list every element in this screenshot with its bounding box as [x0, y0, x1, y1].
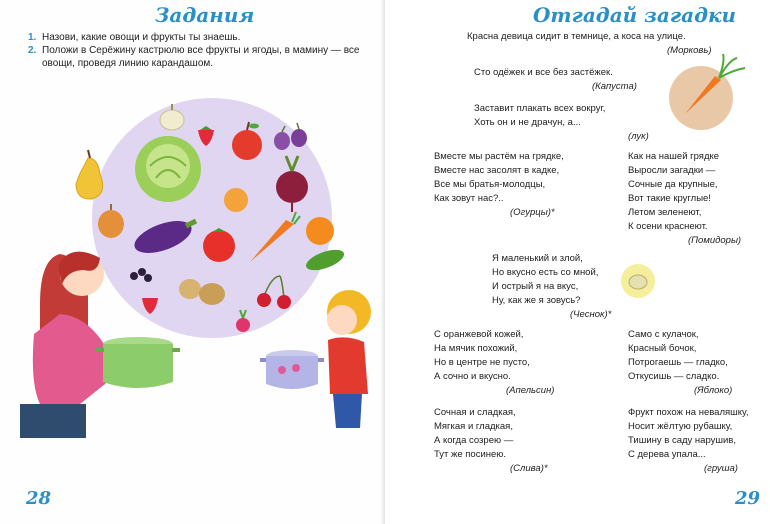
riddle-line: И острый я на вкус,	[492, 281, 579, 292]
riddle-line: Тут же посинею.	[434, 449, 507, 460]
riddle-tomatoes	[628, 150, 741, 248]
riddle-line: Я маленький и злой,	[492, 253, 583, 264]
boy-figure	[327, 290, 371, 428]
riddle-answer: (Огурцы)*	[510, 207, 555, 218]
garlic-picture	[621, 264, 655, 298]
riddle-line: Красный бочок,	[628, 343, 697, 354]
riddle-line: Красна девица сидит в темнице, а коса на улице.	[467, 31, 686, 42]
riddle-answer: (груша)	[704, 463, 738, 474]
riddle-line: Вместе мы растём на грядке,	[434, 151, 564, 162]
riddle-line: Ну, как же я зовусь?	[492, 295, 581, 306]
task-text: Назови, какие овощи и фрукты ты знаешь.	[42, 32, 241, 43]
pear-icon	[76, 150, 103, 199]
riddle-answer: (Капуста)	[592, 81, 637, 92]
illustration	[0, 44, 385, 524]
riddle-line: А когда созрею —	[434, 435, 514, 446]
riddle-line: Но в центре не пусто,	[434, 357, 530, 368]
riddle-answer: (Чеснок)*	[570, 309, 612, 320]
riddle-answer: (Апельсин)	[506, 385, 555, 396]
page-number-right: 29	[735, 488, 761, 509]
right-page	[385, 0, 770, 524]
riddle-line: Фрукт похож на неваляшку,	[628, 407, 749, 418]
left-page-title: Задания	[155, 3, 255, 27]
riddle-line: Мягкая и гладкая,	[434, 421, 513, 432]
riddle-cucumbers	[434, 150, 564, 220]
riddle-line: Носит жёлтую рубашку,	[628, 421, 733, 432]
riddle-garlic	[492, 252, 611, 322]
task-item	[28, 31, 368, 44]
riddle-line: Вот такие круглые!	[628, 193, 711, 204]
riddle-apple	[628, 328, 732, 398]
riddle-line: Как на нашей грядке	[628, 151, 720, 162]
riddle-line: Выросли загадки —	[628, 165, 716, 176]
riddle-line: Вместе нас засолят в кадке,	[434, 165, 560, 176]
task-number: 1.	[28, 32, 37, 43]
mother-pot	[96, 337, 180, 388]
page-number-left: 28	[26, 488, 52, 509]
riddle-answer: (лук)	[628, 131, 649, 142]
riddle-line: Сто одёжек и все без застёжек.	[474, 67, 613, 78]
task-text: Положи в Серёжину кастрюлю все фрукты и ягоды, в мамину — все овощи, проведя линию карандашом.	[42, 45, 360, 69]
task-number: 2.	[28, 45, 37, 56]
mother-figure	[20, 252, 110, 438]
apricot-icon	[224, 188, 248, 212]
riddle-onion	[474, 102, 649, 144]
riddle-line: Все мы братья-молодцы,	[434, 179, 546, 190]
riddle-line: А сочно и вкусно.	[434, 371, 511, 382]
riddle-line: Сочные да крупные,	[628, 179, 718, 190]
riddle-answer: (Яблоко)	[694, 385, 733, 396]
riddle-line: С дерева упала...	[628, 449, 706, 460]
riddle-line: Откусишь — сладко.	[628, 371, 720, 382]
riddle-line: Хоть он и не драчун, а...	[474, 117, 581, 128]
riddle-line: На мячик похожий,	[434, 343, 518, 354]
riddle-cabbage	[474, 66, 637, 94]
riddle-line: Но вкусно есть со мной,	[492, 267, 599, 278]
riddle-orange	[434, 328, 554, 398]
riddle-pear	[628, 406, 748, 476]
riddle-line: Потрогаешь — гладко,	[628, 357, 728, 368]
riddle-line: С оранжевой кожей,	[434, 329, 524, 340]
riddle-answer: (Слива)*	[510, 463, 548, 474]
right-page-title: Отгадай загадки	[533, 3, 737, 27]
riddle-line: Сочная и сладкая,	[434, 407, 516, 418]
riddle-line: Заставит плакать всех вокруг,	[474, 103, 606, 114]
riddle-plum	[434, 406, 548, 476]
riddle-line: Летом зеленеют,	[628, 207, 702, 218]
riddle-line: Как зовут нас?..	[434, 193, 504, 204]
riddle-answer: (Морковь)	[667, 45, 712, 56]
riddle-line: К осени краснеют.	[628, 221, 708, 232]
riddle-carrot	[467, 30, 712, 58]
riddle-line: Само с кулачок,	[628, 329, 699, 340]
orange-icon	[306, 217, 334, 245]
riddle-answer: (Помидоры)	[688, 235, 742, 246]
cabbage-icon	[135, 136, 201, 202]
carrot-picture	[669, 54, 745, 130]
boy-pot	[260, 350, 324, 389]
riddle-line: Тишину в саду нарушив,	[628, 435, 736, 446]
